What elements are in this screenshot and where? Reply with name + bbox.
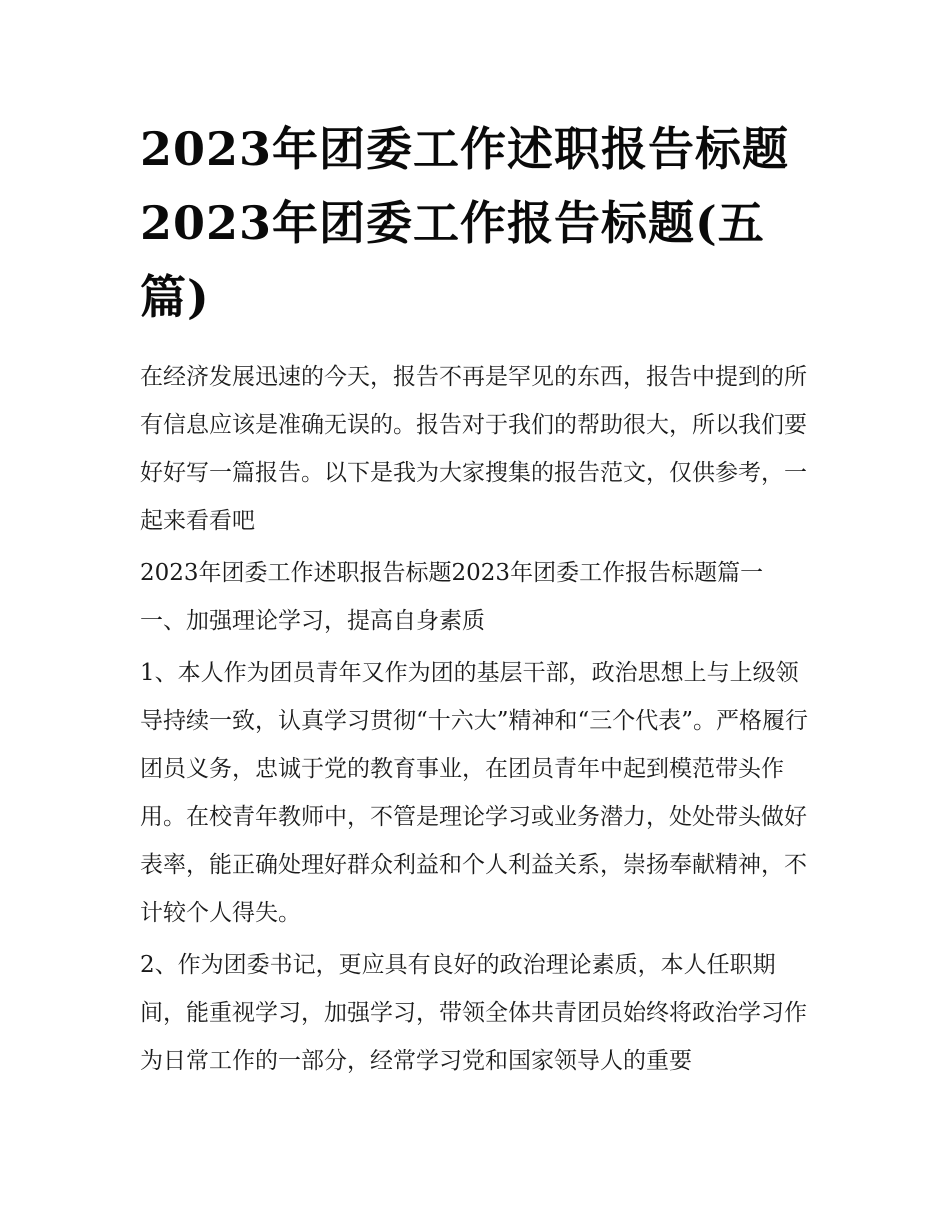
document-body: [140, 353, 820, 1089]
body-paragraph-1: 1、本人作为团员青年又作为团的基层干部，政治思想上与上级领导持续一致，认真学习贯彻“十六大”精神和“三个代表”。严格履行团员义务，忠诚于党的教育事业，在团员青年中起到模范带头作用。在校青年教师中，不管是理论学习或业务潜力，处处带头做好表率，能正确处理好群众利益和个人利益关系，崇扬奉献精神，不计较个人得失。: [140, 660, 809, 926]
subsection-heading: 一、加强理论学习，提高自身素质: [140, 608, 485, 634]
body-paragraph-2: 2、作为团委书记，更应具有良好的政治理论素质，本人任职期间，能重视学习，加强学习，带领全体共青团员始终将政治学习作为日常工作的一部分，经常学习党和国家领导人的重要: [140, 952, 807, 1074]
document-title: 2023年团委工作述职报告标题2023年团委工作报告标题(五篇): [140, 122, 790, 324]
intro-paragraph: 在经济发展迅速的今天，报告不再是罕见的东西，报告中提到的所有信息应该是准确无误的。报告对于我们的帮助很大，所以我们要好好写一篇报告。以下是我为大家搜集的报告范文，仅供参考，一起来看看吧: [140, 364, 807, 534]
section-heading: 2023年团委工作述职报告标题2023年团委工作报告标题篇一: [140, 560, 764, 586]
